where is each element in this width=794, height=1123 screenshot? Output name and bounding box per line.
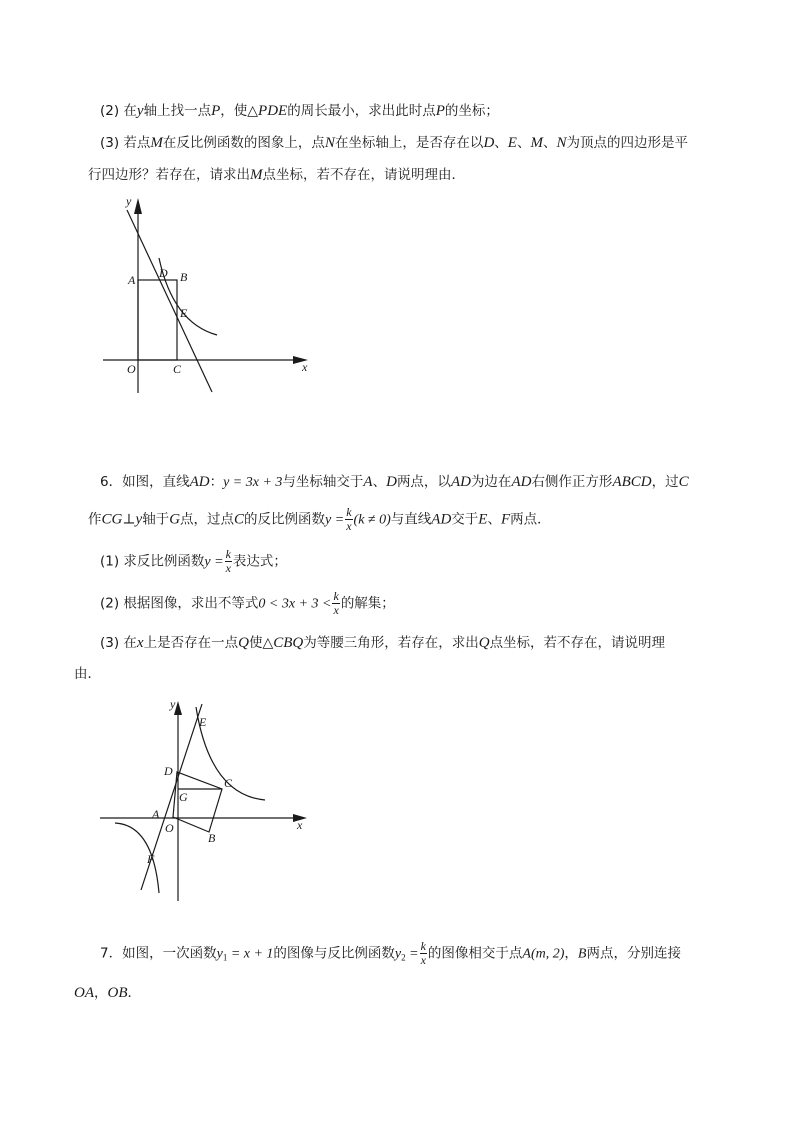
label-C: C	[224, 776, 233, 790]
text: 与坐标轴交于	[282, 474, 364, 490]
q5-part2	[100, 101, 499, 122]
part-number: (1)	[100, 553, 120, 570]
var-OA: OA	[74, 985, 94, 1001]
label-A: A	[152, 807, 160, 821]
var-M: M	[530, 135, 543, 151]
rectangle-abco	[138, 280, 177, 360]
var-y: y	[136, 103, 144, 119]
text: 点坐标，若不存在，请说明理	[489, 635, 666, 651]
text: ，	[564, 945, 578, 962]
q6-line2	[88, 506, 551, 534]
question-number: 7．	[100, 945, 123, 962]
var-F: F	[500, 511, 511, 528]
subscript: 2	[401, 952, 406, 963]
fraction-k-over-x	[332, 590, 339, 617]
text: 上是否存在一点	[143, 635, 239, 651]
part-number: (2)	[100, 595, 120, 612]
q5-part3-line2	[88, 165, 465, 185]
label-E: E	[180, 306, 188, 320]
text: 的周长最小，求出此时点	[287, 103, 436, 119]
text: 的图像相交于点	[427, 945, 523, 962]
perpendicular-symbol: ⊥	[122, 512, 136, 528]
condition: (k ≠ 0)	[353, 512, 391, 528]
fraction-k-over-x	[345, 506, 352, 533]
var-AD: AD	[450, 474, 471, 490]
equation: y = 3x + 3	[223, 475, 283, 490]
var-E: E	[507, 135, 517, 151]
text: ，使	[220, 103, 248, 119]
text: 点，过点	[180, 511, 235, 528]
sep: 、	[516, 135, 531, 151]
text: 为顶点的四边形是平	[566, 135, 688, 151]
var-OB: OB	[107, 985, 128, 1001]
var-AD: AD	[431, 511, 452, 528]
text: 两点，以	[396, 474, 451, 490]
label-D: D	[159, 266, 168, 280]
equation: y =	[325, 512, 345, 528]
text: 作	[88, 511, 102, 528]
part-number: (3)	[100, 635, 120, 651]
label-B: B	[208, 831, 216, 845]
sep: 、	[494, 135, 508, 151]
text: 根据图像，求出不等式	[123, 595, 259, 612]
var-N: N	[556, 135, 567, 151]
var-C: C	[678, 474, 689, 490]
label-G: G	[179, 790, 188, 804]
part-number: (3)	[100, 135, 120, 151]
text: 若点	[123, 135, 151, 151]
text: ：	[209, 474, 224, 490]
var-D: D	[483, 135, 495, 151]
var-CG: CG	[101, 511, 123, 528]
label-y: y	[126, 194, 132, 208]
text: 如图，直线	[122, 474, 190, 490]
denominator: x	[225, 561, 231, 575]
text: 为等腰三角形，若存在，求出	[303, 635, 479, 651]
numerator: k	[225, 547, 231, 561]
var-B: B	[577, 946, 587, 962]
q5-part3-line1	[100, 133, 688, 153]
text: 与直线	[390, 511, 432, 528]
text: 的图像与反比例函数	[273, 945, 395, 962]
text: 在	[123, 103, 137, 119]
var-Q: Q	[238, 635, 249, 651]
y-axis-arrow	[134, 198, 142, 214]
equation: = x + 1	[227, 946, 274, 962]
text: 两点，分别连接	[586, 945, 681, 962]
label-y: y	[170, 697, 176, 711]
text: 如图，一次函数	[122, 945, 217, 962]
text: 为边在	[470, 474, 512, 490]
part-number: (2)	[100, 103, 120, 119]
text: 表达式；	[232, 553, 287, 570]
var-D: D	[386, 474, 397, 490]
label-D: D	[164, 764, 173, 778]
fraction-k-over-x	[225, 548, 232, 575]
denominator: x	[333, 603, 339, 617]
var-E: E	[478, 511, 488, 528]
text: ．	[127, 985, 141, 1001]
text: 点坐标，若不存在，请说明理由．	[262, 167, 465, 183]
text: 右侧作正方形	[531, 474, 613, 490]
q7-line2	[74, 983, 141, 1003]
label-O: O	[165, 821, 174, 835]
denominator: x	[346, 519, 352, 533]
q6-part1	[100, 548, 287, 576]
inequality: 0 < 3x + 3 <	[258, 596, 332, 612]
var-x: x	[136, 635, 144, 651]
text: 的坐标；	[444, 103, 499, 119]
text: 由．	[74, 666, 101, 682]
triangle-symbol: △	[262, 636, 274, 651]
label-x: x	[302, 360, 308, 374]
var-ABCD: ABCD	[612, 474, 652, 490]
var-y1: y	[216, 946, 223, 962]
sep: ，	[94, 985, 108, 1001]
var-M: M	[150, 135, 163, 151]
numerator: k	[333, 589, 339, 603]
text: 使	[248, 635, 263, 651]
equation: =	[405, 946, 419, 962]
q5-figure	[95, 188, 320, 398]
label-C: C	[173, 362, 182, 376]
var-PDE: PDE	[258, 103, 288, 119]
var-N: N	[324, 135, 335, 151]
text: 轴上找一点	[143, 103, 212, 119]
q7-line1	[100, 940, 681, 971]
var-Q: Q	[478, 635, 490, 651]
label-E: E	[199, 715, 207, 729]
sep: 、	[487, 511, 501, 528]
label-O: O	[127, 362, 136, 376]
var-C: C	[234, 511, 245, 528]
label-F: F	[147, 852, 155, 866]
sep: 、	[542, 135, 557, 151]
var-AD: AD	[189, 474, 210, 490]
var-P: P	[211, 103, 221, 119]
label-B: B	[180, 270, 188, 284]
var-y2: y	[394, 946, 402, 962]
subscript: 1	[222, 952, 228, 963]
var-CBQ: CBQ	[273, 635, 304, 651]
label-A: A	[128, 273, 136, 287]
equation: y =	[204, 554, 224, 570]
denominator: x	[420, 953, 426, 967]
var-y: y	[135, 511, 143, 528]
sep: 、	[372, 474, 387, 490]
numerator: k	[346, 505, 352, 519]
label-x: x	[297, 818, 303, 832]
text: 交于	[451, 511, 479, 528]
text: 在坐标轴上，是否存在以	[334, 135, 484, 151]
text: 行四边形？若存在，请求出	[88, 167, 250, 183]
var-P: P	[435, 103, 445, 119]
q6-part3-line2	[74, 664, 101, 684]
var-AD: AD	[511, 474, 532, 490]
text: ，过	[651, 474, 679, 490]
text: 轴于	[142, 511, 170, 528]
var-G: G	[169, 511, 181, 528]
triangle-symbol: △	[247, 104, 259, 119]
point-A: A(m, 2)	[522, 946, 565, 962]
line-de	[127, 210, 212, 392]
q6-line1	[100, 472, 689, 493]
question-number: 6．	[100, 474, 123, 490]
text: 的反比例函数	[244, 511, 326, 528]
q6-part2	[100, 590, 395, 618]
var-M: M	[250, 167, 263, 183]
q6-part3-line1	[100, 633, 665, 654]
text: 两点．	[510, 511, 551, 528]
fraction-k-over-x	[420, 940, 427, 967]
numerator: k	[420, 939, 426, 953]
text: 在反比例函数的图象上，点	[162, 135, 325, 151]
text: 求反比例函数	[123, 553, 205, 570]
text: 在	[123, 635, 137, 651]
q6-figure	[95, 695, 320, 905]
text: 的解集；	[340, 595, 395, 612]
var-A: A	[363, 474, 373, 490]
